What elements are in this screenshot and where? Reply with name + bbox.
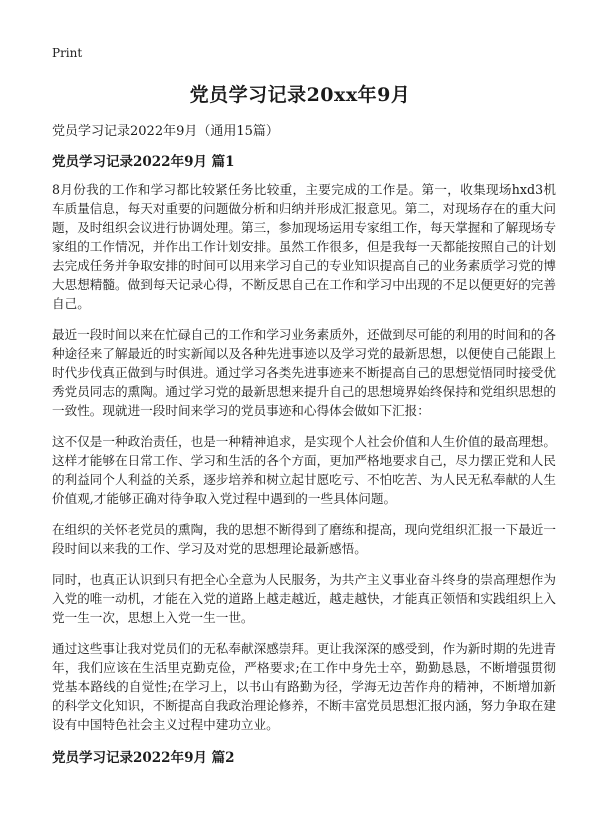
document-content [52,150,556,776]
paragraph: 这不仅是一种政治责任，也是一种精神追求，是实现个人社会价值和人生价值的最高理想。这样才能够在日常工作、学习和生活的各个方面，更加严格地要求自己，尽力摆正党和人民的利益同个人利益的关系，逐步培养和树立起甘愿吃亏、不怕吃苦、为人民无私奉献的人生价值观,才能够正确对待争取入党过程中遇到的一些具体问题。 [52,434,556,506]
paragraph: 8月份我的工作和学习都比较紧任务比较重，主要完成的工作是。第一，收集现场hxd3机车质量信息，每天对重要的问题做分析和归纳并形成汇报意见。第二，对现场存在的重大问题，及时组织会议进行协调处理。第三，参加现场运用专家组工作，每天掌握和了解现场专家组的工作情况，并作出工作计划安排。虽然工作很多，但是我每一天都能按照自己的计划去完成任务并争取安排的时间可以用来学习自己的专业知识提高自己的业务素质学习党的博大思想精髓。做到每天记录心得，不断反思自己在工作和学习中出现的不足以便更好的完善自己。 [52,182,556,311]
paragraph: 最近一段时间以来在忙碌自己的工作和学习业务素质外，还做到尽可能的利用的时间和的各种途径来了解最近的时实新闻以及各种先进事迹以及学习党的最新思想，以便使自己能跟上时代步伐真正做到与时俱进。通过学习各类先进事迹来不断提高自己的思想觉悟同时接受优秀党员同志的熏陶。通过学习党的最新思想来提升自己的思想境界始终保持和党组织思想的一致性。现就进一段时间来学习的党员事迹和心得体会做如下汇报： [52,327,556,418]
paragraph: 通过这些事让我对党员们的无私奉献深感崇拜。更让我深深的感受到，作为新时期的先进青年，我们应该在生活里克勤克俭，严格要求;在工作中身先士卒，勤勤恳恳，不断增强贯彻党基本路线的自觉性;在学习上，以书山有路勤为径，学海无边苦作舟的精神，不断增加新的科学文化知识，不断提高自我政治理论修养，不断丰富党员思想汇报内涵，努力争取在建设有中国特色社会主义过程中建功立业。 [52,641,556,732]
document-title: 党员学习记录20xx年9月 [189,84,411,106]
print-link[interactable]: Print [52,46,83,60]
paragraph: 在组织的关怀老党员的熏陶，我的思想不断得到了磨练和提高，现向党组织汇报一下最近一段时间以来我的工作、学习及对党的思想理论最新感悟。 [52,522,556,556]
paragraph: 同时，也真正认识到只有把全心全意为人民服务，为共产主义事业奋斗终身的崇高理想作为入党的唯一动机，才能在入党的道路上越走越近，越走越快，才能真正领悟和实践组织上入党一生一次，思想上入党一生一世。 [52,572,556,625]
section-heading: 党员学习记录2022年9月 篇1 [52,154,235,170]
section-heading: 党员学习记录2022年9月 篇2 [52,750,235,766]
document-subtitle: 党员学习记录2022年9月（通用15篇） [52,124,279,139]
